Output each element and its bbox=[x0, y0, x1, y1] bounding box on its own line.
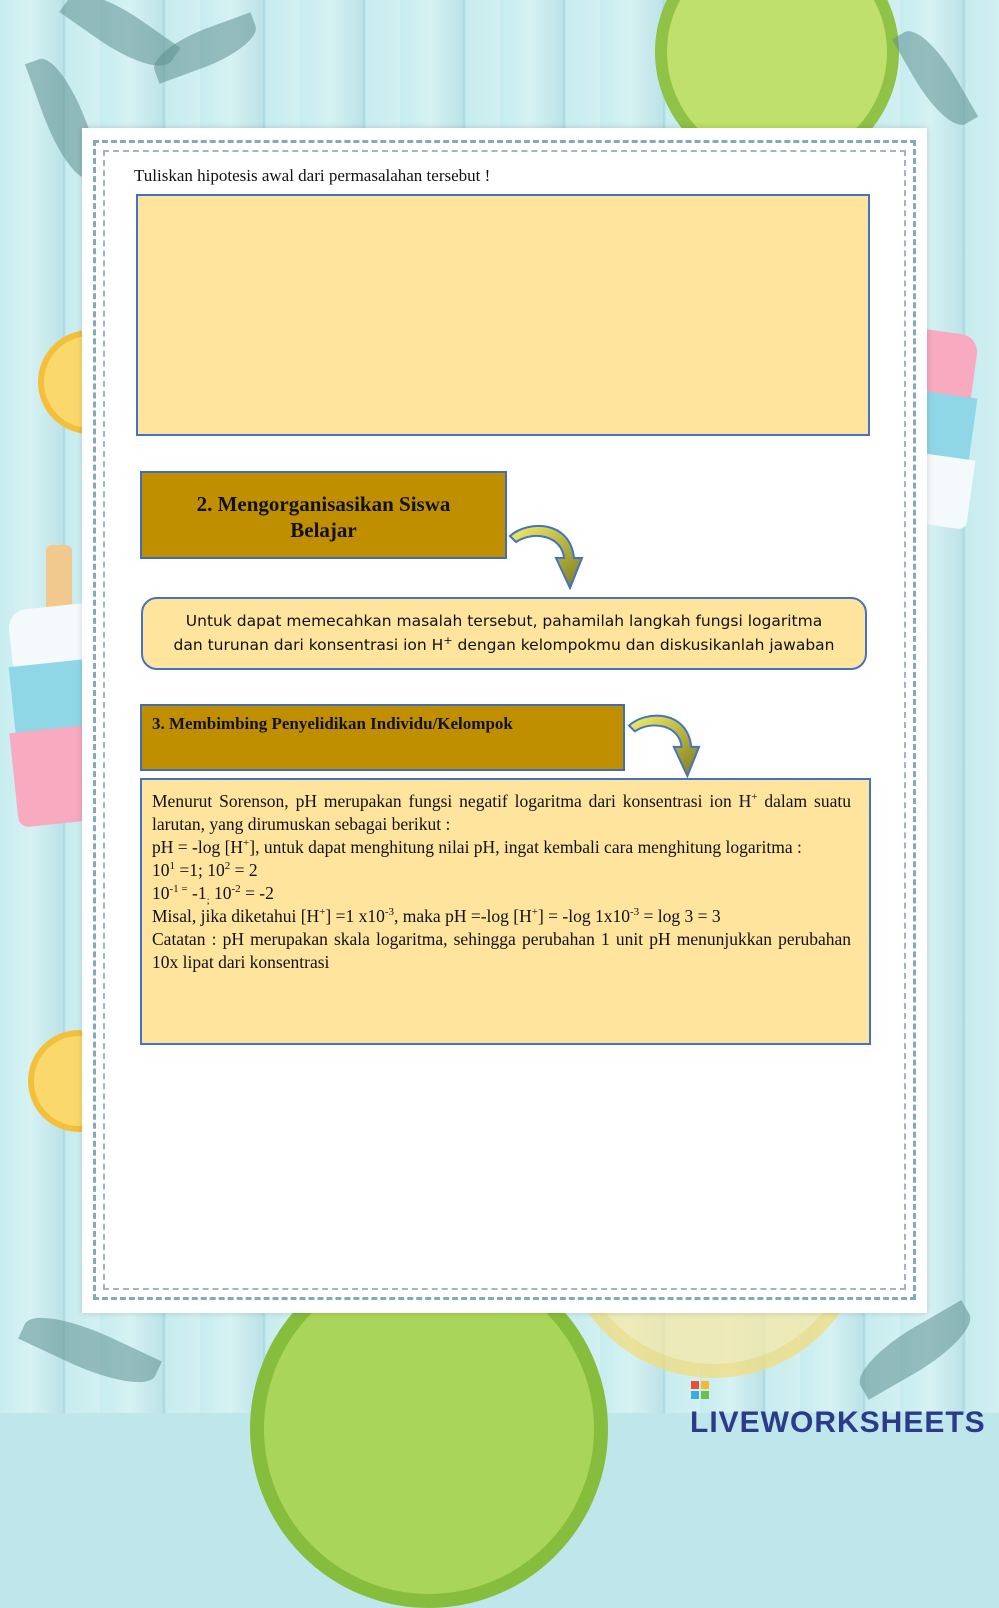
liveworksheets-logo: LIVEWORKSHEETS bbox=[690, 1372, 999, 1440]
content-paragraph-6: Catatan : pH merupakan skala logaritma, sehingga perubahan 1 unit pH menunjukkan perubahan 10x lipat dari konsentrasi bbox=[152, 929, 851, 972]
info-line-2: dan turunan dari konsentrasi ion H+ dengan kelompokmu dan diskusikanlah jawaban bbox=[173, 633, 835, 654]
content-line-3: $10^1 =1$; $10^2 = 2$ bbox=[152, 860, 258, 880]
content-paragraph-2: pH = -log [H+], untuk dapat menghitung nilai pH, ingat kembali cara menghitung logaritma : bbox=[152, 837, 802, 857]
logo-blocks-icon bbox=[690, 1380, 712, 1400]
hypothesis-prompt: Tuliskan hipotesis awal dari permasalahan tersebut ! bbox=[134, 166, 491, 185]
section-2-heading bbox=[140, 471, 507, 559]
hypothesis-answer-box[interactable] bbox=[136, 194, 870, 436]
info-line-1: Untuk dapat memecahkan masalah tersebut, pahamilah langkah fungsi logaritma bbox=[185, 612, 823, 630]
content-paragraph-1: Menurut Sorenson, pH merupakan fungsi negatif logaritma dari konsentrasi ion H+ dalam suatu larutan, yang dirumuskan sebagai berikut : bbox=[152, 791, 851, 834]
content-line-5: Misal, jika diketahui [H+] =1 $x10^{-3}$, maka pH =-log [H+] = -log $1x10^{-3} = \log 3 = 3$ bbox=[152, 906, 721, 926]
section-3-heading: 3. Membimbing Penyelidikan Individu/Kelompok bbox=[140, 704, 625, 771]
info-instruction-box bbox=[141, 597, 867, 670]
curved-arrow-icon bbox=[508, 518, 588, 590]
curved-arrow-icon bbox=[626, 708, 706, 778]
section-2-heading-line2: Belajar bbox=[290, 518, 357, 542]
sorenson-content-box bbox=[140, 778, 871, 1045]
content-line-4: $10^{-1 =}$ $-1_;$ $10^{-2} = -2$ bbox=[152, 883, 274, 907]
section-2-heading-line1: 2. Mengorganisasikan Siswa bbox=[196, 492, 451, 516]
